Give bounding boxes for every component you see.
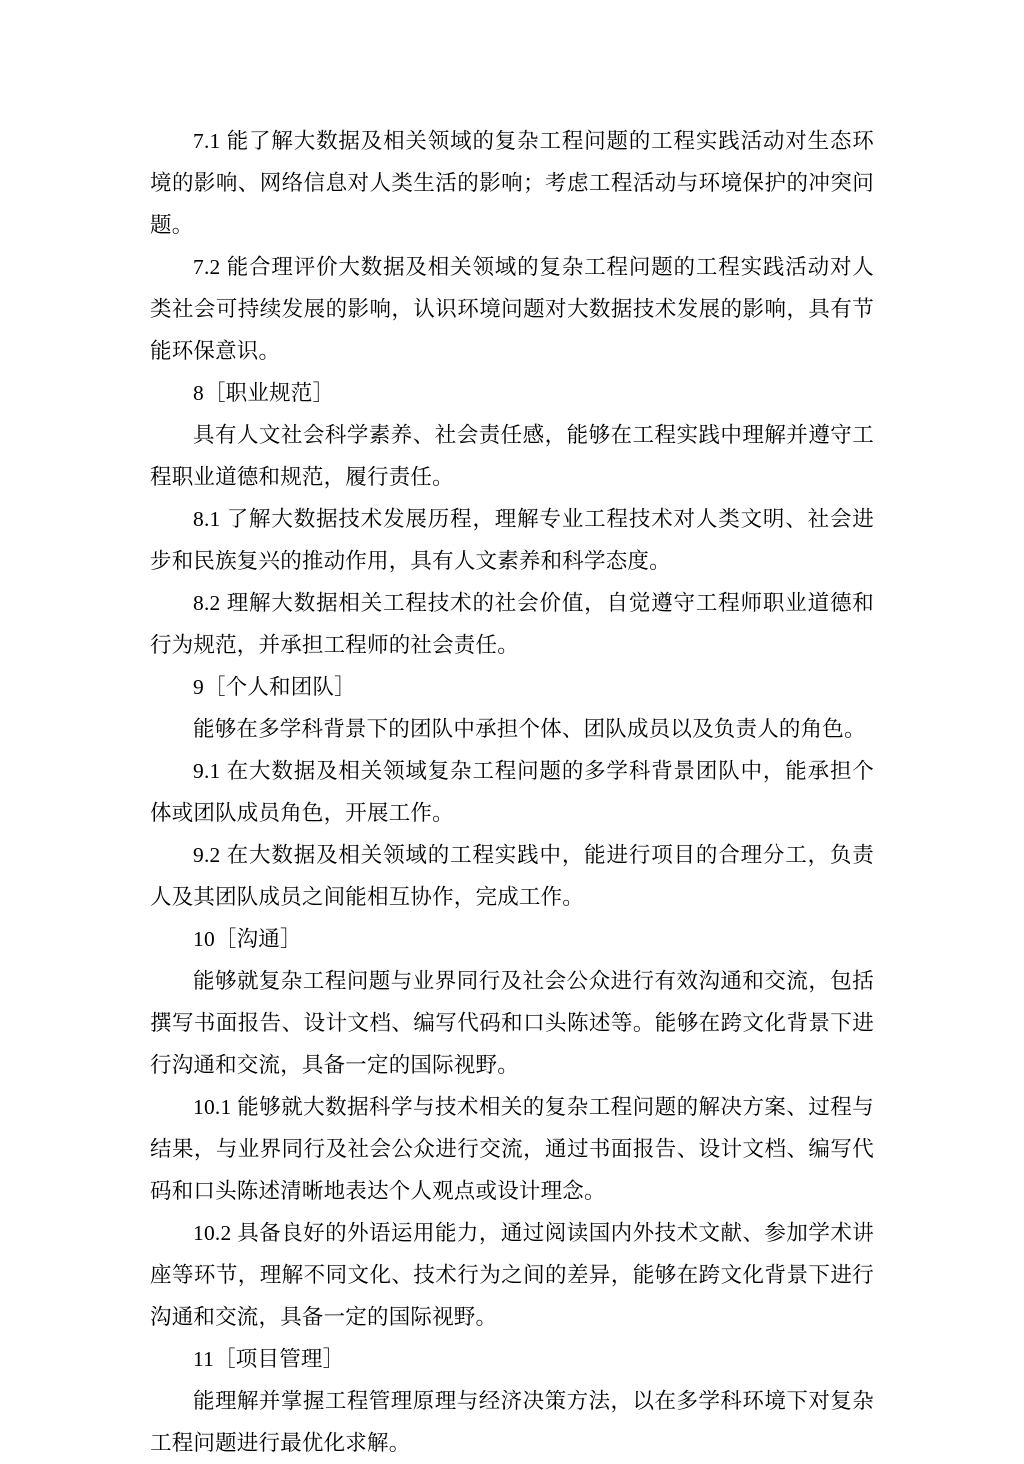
document-body xyxy=(150,120,874,1464)
section-heading: 8［职业规范］ xyxy=(193,381,335,405)
section-heading: 10［沟通］ xyxy=(193,927,302,951)
section-heading: 11［项目管理］ xyxy=(193,1347,345,1371)
paragraph: 具有人文社会科学素养、社会责任感，能够在工程实践中理解并遵守工程职业道德和规范，履行责任。 xyxy=(150,423,874,489)
paragraph: 7.2 能合理评价大数据及相关领域的复杂工程问题的工程实践活动对人类社会可持续发展的影响，认识环境问题对大数据技术发展的影响，具有节能环保意识。 xyxy=(150,255,874,363)
section-heading: 9［个人和团队］ xyxy=(193,675,356,699)
paragraph: 8.2 理解大数据相关工程技术的社会价值，自觉遵守工程师职业道德和行为规范，并承担工程师的社会责任。 xyxy=(150,591,874,657)
paragraph: 9.2 在大数据及相关领域的工程实践中，能进行项目的合理分工，负责人及其团队成员之间能相互协作，完成工作。 xyxy=(150,843,874,909)
paragraph: 能够就复杂工程问题与业界同行及社会公众进行有效沟通和交流，包括撰写书面报告、设计文档、编写代码和口头陈述等。能够在跨文化背景下进行沟通和交流，具备一定的国际视野。 xyxy=(150,969,874,1077)
paragraph: 7.1 能了解大数据及相关领域的复杂工程问题的工程实践活动对生态环境的影响、网络信息对人类生活的影响；考虑工程活动与环境保护的冲突问题。 xyxy=(150,129,874,237)
paragraph: 能够在多学科背景下的团队中承担个体、团队成员以及负责人的角色。 xyxy=(193,717,866,741)
paragraph: 9.1 在大数据及相关领域复杂工程问题的多学科背景团队中，能承担个体或团队成员角色，开展工作。 xyxy=(150,759,874,825)
paragraph: 10.2 具备良好的外语运用能力，通过阅读国内外技术文献、参加学术讲座等环节，理解不同文化、技术行为之间的差异，能够在跨文化背景下进行沟通和交流，具备一定的国际视野。 xyxy=(150,1221,874,1329)
paragraph: 10.1 能够就大数据科学与技术相关的复杂工程问题的解决方案、过程与结果，与业界同行及社会公众进行交流，通过书面报告、设计文档、编写代码和口头陈述清晰地表达个人观点或设计理念。 xyxy=(150,1095,874,1203)
paragraph: 8.1 了解大数据技术发展历程，理解专业工程技术对人类文明、社会进步和民族复兴的推动作用，具有人文素养和科学态度。 xyxy=(150,507,874,573)
paragraph: 能理解并掌握工程管理原理与经济决策方法，以在多学科环境下对复杂工程问题进行最优化求解。 xyxy=(150,1389,874,1455)
